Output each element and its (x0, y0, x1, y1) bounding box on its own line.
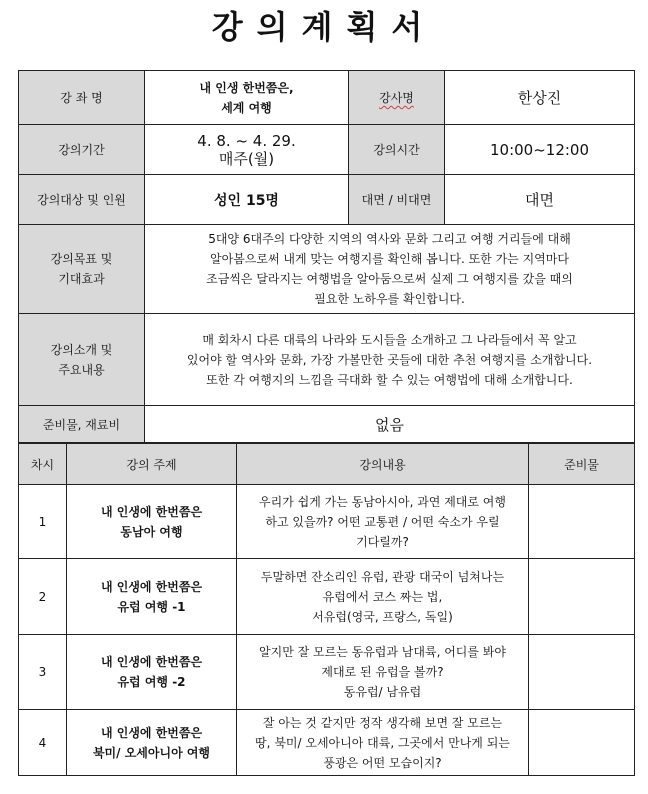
goal-text: 5대양 6대주의 다양한 지역의 역사와 문화 그리고 여행 거리들에 대해 알아봄으로써 내게 맞는 여행지를 확인해 봅니다. 또한 가는 지역마다 조금씩은 달라지는 여행법을 알아둠으로써 실제 그 여행지를 갔을 때의 필요한 노하우를 확인합니다. (145, 225, 635, 314)
intro-label: 강의소개 및 주요내용 (19, 314, 145, 406)
instructor-label: 강사명 (349, 71, 445, 125)
materials-label: 준비물, 재료비 (19, 406, 145, 443)
instructor-value: 한상진 (445, 71, 635, 125)
mode-value: 대면 (445, 175, 635, 225)
session-materials (529, 710, 635, 776)
period-label: 강의기간 (19, 125, 145, 175)
document-title: 강의계획서 (211, 8, 437, 46)
table-row (19, 485, 635, 559)
table-row (19, 710, 635, 776)
session-topic: 내 인생에 한번쯤은 유럽 여행 -1 (67, 559, 237, 635)
table-row (19, 559, 635, 635)
course-name-line2: 세계 여행 (221, 100, 272, 115)
session-content: 두말하면 잔소리인 유럽, 관광 대국이 넘쳐나는 유럽에서 코스 짜는 법, 서유럽(영국, 프랑스, 독일) (237, 559, 529, 635)
course-name-line1: 내 인생 한번쯤은, (199, 80, 294, 95)
time-label: 강의시간 (349, 125, 445, 175)
session-content: 알지만 잘 모르는 동유럽과 남대륙, 어디를 봐야 제대로 된 유럽을 볼까? 동유럽/ 남유럽 (237, 635, 529, 710)
target-value: 성인 15명 (145, 175, 349, 225)
target-label: 강의대상 및 인원 (19, 175, 145, 225)
session-number: 1 (19, 485, 67, 559)
goal-label: 강의목표 및 기대효과 (19, 225, 145, 314)
session-number: 4 (19, 710, 67, 776)
course-name-label: 강 좌 명 (19, 71, 145, 125)
header-content: 강의내용 (237, 444, 529, 485)
info-table (18, 70, 635, 443)
materials-value: 없음 (145, 406, 635, 443)
session-number: 2 (19, 559, 67, 635)
time-value: 10:00~12:00 (445, 125, 635, 175)
schedule-table (18, 443, 635, 776)
session-topic: 내 인생에 한번쯤은 유럽 여행 -2 (67, 635, 237, 710)
mode-label: 대면 / 비대면 (349, 175, 445, 225)
period-value (145, 125, 349, 175)
header-materials: 준비물 (529, 444, 635, 485)
session-content: 잘 아는 것 같지만 정작 생각해 보면 잘 모르는 땅, 북미/ 오세아니아 대륙, 그곳에서 만나게 되는 풍광은 어떤 모습이지? (237, 710, 529, 776)
session-number: 3 (19, 635, 67, 710)
session-topic: 내 인생에 한번쯤은 동남아 여행 (67, 485, 237, 559)
intro-text: 매 회차시 다른 대륙의 나라와 도시들을 소개하고 그 나라들에서 꼭 알고 있어야 할 역사와 문화, 가장 가볼만한 곳들에 대한 추천 여행지를 소개합니다. 또한 각 여행지의 느낌을 극대화 할 수 있는 여행법에 대해 소개합니다. (145, 314, 635, 406)
session-materials (529, 635, 635, 710)
period-line1: 4. 8. ~ 4. 29. (197, 131, 296, 150)
session-materials (529, 485, 635, 559)
header-topic: 강의 주제 (67, 444, 237, 485)
header-session: 차시 (19, 444, 67, 485)
table-row (19, 635, 635, 710)
session-materials (529, 559, 635, 635)
session-content: 우리가 쉽게 가는 동남아시아, 과연 제대로 여행 하고 있을까? 어떤 교통편 / 어떤 숙소가 우릴 기다릴까? (237, 485, 529, 559)
session-topic: 내 인생에 한번쯤은 북미/ 오세아니아 여행 (67, 710, 237, 776)
course-name-value (145, 71, 349, 125)
period-line2: 매주(월) (218, 149, 275, 168)
